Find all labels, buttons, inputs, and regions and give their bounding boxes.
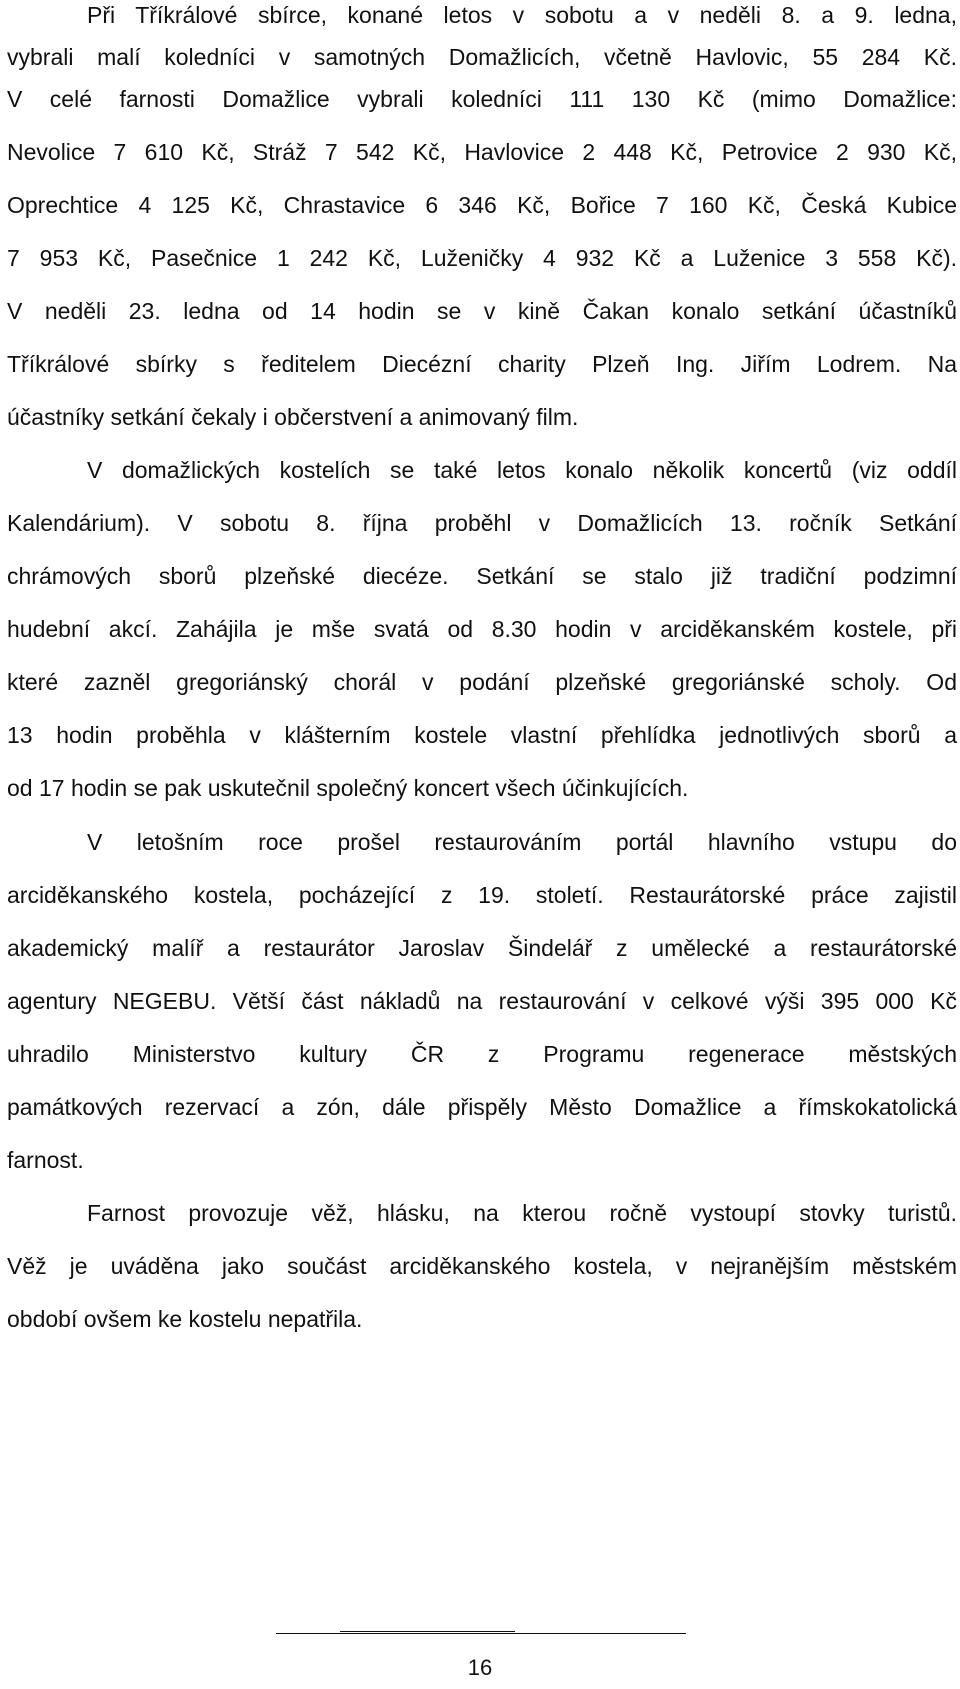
text-line: od 17 hodin se pak uskutečnil společný koncert všech účinkujících. [7,775,689,801]
text-line: Nevolice 7 610 Kč, Stráž 7 542 Kč, Havlovice 2 448 Kč, Petrovice 2 930 Kč, [7,139,957,165]
text-line: Kalendárium). V sobotu 8. října proběhl v Domažlicích 13. ročník Setkání [7,510,957,536]
text-line: akademický malíř a restaurátor Jaroslav Šindelář z umělecké a restaurátorské [7,935,957,961]
text-line: 7 953 Kč, Pasečnice 1 242 Kč, Luženičky 4 932 Kč a Luženice 3 558 Kč). [7,245,957,271]
page-number: 16 [467,1655,493,1680]
text-line: farnost. [7,1147,84,1173]
text-line: agentury NEGEBU. Větší část nákladů na restaurování v celkové výši 395 000 Kč [7,988,957,1014]
text-line: arciděkanského kostela, pocházející z 19. století. Restaurátorské práce zajistil [7,882,957,908]
text-line: Věž je uváděna jako součást arciděkanského kostela, v nejranějším městském [7,1253,957,1279]
text-line: vybrali malí koledníci v samotných Domažlicích, včetně Havlovic, 55 284 Kč. [7,44,957,70]
footer-rule [276,1633,686,1634]
text-line: V domažlických kostelích se také letos konalo několik koncertů (viz oddíl [87,457,957,483]
text-line: období ovšem ke kostelu nepatřila. [7,1306,363,1332]
text-line: památkových rezervací a zón, dále přispěly Město Domažlice a římskokatolická [7,1094,957,1120]
text-line: chrámových sborů plzeňské diecéze. Setkání se stalo již tradiční podzimní [7,563,957,589]
footer-rule-accent [340,1631,515,1632]
text-line: V celé farnosti Domažlice vybrali koledníci 111 130 Kč (mimo Domažlice: [7,86,957,112]
text-line: účastníky setkání čekaly i občerstvení a animovaný film. [7,404,579,430]
text-line: Oprechtice 4 125 Kč, Chrastavice 6 346 Kč, Bořice 7 160 Kč, Česká Kubice [7,192,957,218]
text-line: V letošním roce prošel restaurováním portál hlavního vstupu do [87,829,957,855]
text-line: hudební akcí. Zahájila je mše svatá od 8.30 hodin v arciděkanském kostele, při [7,616,957,642]
text-line: uhradilo Ministerstvo kultury ČR z Programu regenerace městských [7,1041,957,1067]
text-line: které zazněl gregoriánský chorál v podání plzeňské gregoriánské scholy. Od [7,669,957,695]
text-line: Tříkrálové sbírky s ředitelem Diecézní charity Plzeň Ing. Jiřím Lodrem. Na [7,351,957,377]
text-line: V neděli 23. ledna od 14 hodin se v kině Čakan konalo setkání účastníků [7,298,957,324]
text-line: Při Tříkrálové sbírce, konané letos v sobotu a v neděli 8. a 9. ledna, [87,2,957,28]
text-line: 13 hodin proběhla v klášterním kostele vlastní přehlídka jednotlivých sborů a [7,722,957,748]
text-line: Farnost provozuje věž, hlásku, na kterou ročně vystoupí stovky turistů. [87,1200,957,1226]
